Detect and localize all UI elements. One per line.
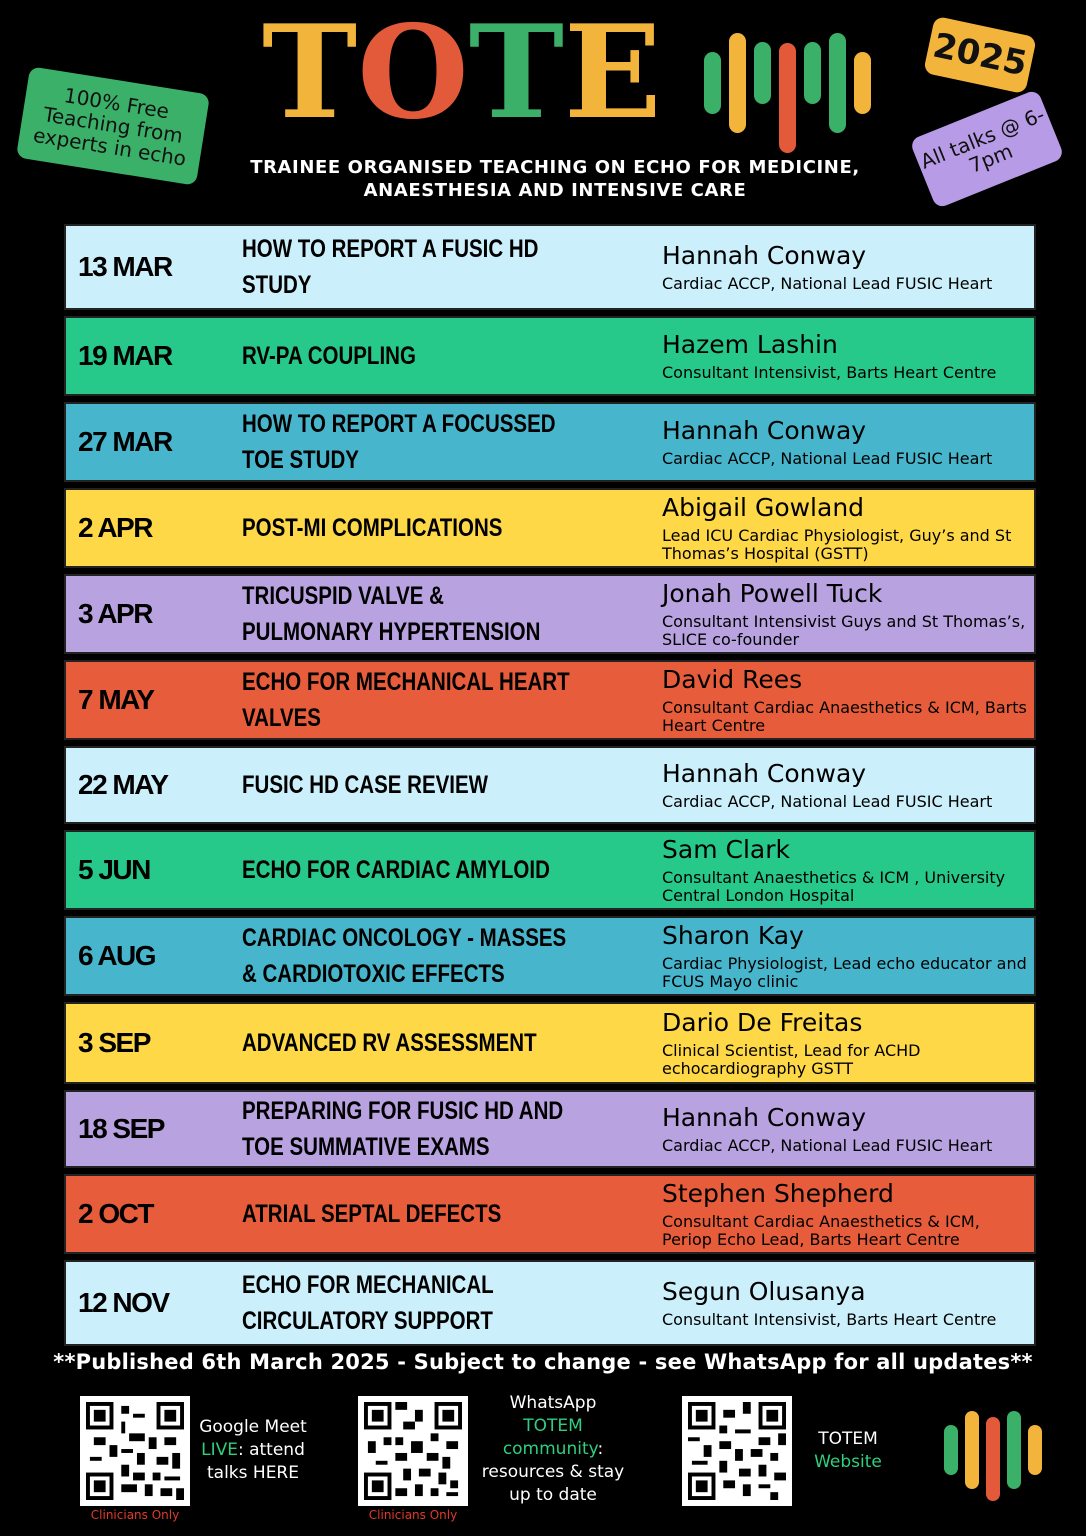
session-topic: CARDIAC ONCOLOGY - MASSES & CARDIOTOXIC EFFECTS [242, 924, 567, 988]
session-topic: ECHO FOR CARDIAC AMYLOID [242, 856, 550, 884]
session-row [64, 746, 1036, 824]
session-topic: ATRIAL SEPTAL DEFECTS [242, 1200, 502, 1228]
session-speaker [662, 1176, 1032, 1252]
subtitle-line-1: TRAINEE ORGANISED TEACHING ON ECHO FOR MEDICINE, [250, 157, 860, 178]
session-speaker [662, 490, 1032, 566]
tote-logo-title [262, 0, 662, 148]
session-topic: HOW TO REPORT A FOCUSSED TOE STUDY [242, 410, 556, 474]
free-teaching-text: 100% Free Teaching from experts in echo [31, 83, 188, 171]
session-row [64, 1090, 1036, 1168]
session-topic: HOW TO REPORT A FUSIC HD STUDY [242, 235, 539, 299]
footer-logo-bars-icon [944, 1402, 1042, 1498]
session-topic: POST-MI COMPLICATIONS [242, 514, 503, 542]
speaker-role: Consultant Intensivist, Barts Heart Centre [662, 363, 997, 382]
session-row [64, 402, 1036, 482]
session-speaker [662, 832, 1032, 908]
session-date: 6 AUG [78, 940, 156, 971]
speaker-role: Consultant Intensivist Guys and St Thomas’s, SLICE co-founder [662, 612, 1026, 649]
logo-bars-icon [704, 18, 871, 148]
session-row [64, 316, 1036, 396]
year-text: 2025 [929, 25, 1031, 85]
clinicians-only-note: Clinicians Only [90, 1508, 180, 1522]
year-sticker [923, 16, 1037, 94]
session-date: 2 APR [78, 512, 152, 543]
session-row [64, 660, 1036, 740]
speaker-role: Lead ICU Cardiac Physiologist, Guy’s and St Thomas’s Hospital (GSTT) [662, 526, 1012, 563]
session-date: 12 NOV [78, 1287, 169, 1318]
speaker-name: Hazem Lashin [662, 330, 838, 359]
totem-website-text: TOTEM Website [814, 1429, 882, 1472]
time-text: All talks @ 6-7pm [917, 102, 1048, 178]
clinicians-only-note: Clinicians Only [368, 1508, 458, 1522]
speaker-role: Cardiac ACCP, National Lead FUSIC Heart [662, 274, 993, 293]
speaker-name: Hannah Conway [662, 241, 867, 270]
session-speaker [662, 226, 1032, 308]
session-row [64, 488, 1036, 568]
speaker-name: Stephen Shepherd [662, 1179, 894, 1208]
session-date: 2 OCT [78, 1198, 153, 1229]
session-speaker [662, 404, 1032, 480]
whatsapp-qr-code[interactable] [358, 1396, 468, 1506]
time-sticker [909, 89, 1065, 209]
session-date: 3 APR [78, 598, 152, 629]
session-row [64, 1260, 1036, 1346]
session-row [64, 224, 1036, 310]
speaker-role: Cardiac ACCP, National Lead FUSIC Heart [662, 1136, 993, 1155]
speaker-name: David Rees [662, 665, 803, 694]
logo-letter-t1: T [262, 0, 358, 148]
session-speaker [662, 576, 1032, 652]
qr-icon [86, 1402, 184, 1500]
speaker-name: Hannah Conway [662, 416, 867, 445]
session-date: 13 MAR [78, 251, 172, 282]
session-topic: TRICUSPID VALVE & PULMONARY HYPERTENSION [242, 582, 541, 646]
session-speaker [662, 1262, 1032, 1344]
session-date: 19 MAR [78, 340, 172, 371]
session-date: 3 SEP [78, 1027, 150, 1058]
logo-letter-o: O [357, 0, 469, 148]
session-speaker [662, 1092, 1032, 1166]
session-row [64, 916, 1036, 996]
speaker-role: Consultant Anaesthetics & ICM , University Central London Hospital [662, 868, 1006, 905]
logo-letter-t2: T [468, 0, 564, 148]
speaker-name: Sam Clark [662, 835, 790, 864]
speaker-role: Cardiac Physiologist, Lead echo educator and FCUS Mayo clinic [662, 954, 1027, 991]
speaker-role: Consultant Intensivist, Barts Heart Centre [662, 1310, 997, 1329]
session-row [64, 574, 1036, 654]
subtitle-line-2: ANAESTHESIA AND INTENSIVE CARE [363, 180, 747, 201]
session-row [64, 1174, 1036, 1254]
session-date: 27 MAR [78, 426, 172, 457]
speaker-name: Abigail Gowland [662, 493, 865, 522]
session-speaker [662, 918, 1032, 994]
session-speaker [662, 748, 1032, 822]
speaker-role: Clinical Scientist, Lead for ACHD echocardiography GSTT [662, 1041, 921, 1078]
disclaimer: **Published 6th March 2025 - Subject to change - see WhatsApp for all updates** [53, 1350, 1033, 1374]
speaker-role: Cardiac ACCP, National Lead FUSIC Heart [662, 449, 993, 468]
session-date: 22 MAY [78, 769, 168, 800]
google-meet-qr-code[interactable] [80, 1396, 190, 1506]
session-date: 5 JUN [78, 854, 150, 885]
session-topic: ECHO FOR MECHANICAL CIRCULATORY SUPPORT [242, 1271, 494, 1335]
speaker-role: Consultant Cardiac Anaesthetics & ICM, Periop Echo Lead, Barts Heart Centre [662, 1212, 980, 1249]
speaker-name: Hannah Conway [662, 759, 867, 788]
session-speaker [662, 662, 1032, 738]
session-speaker [662, 318, 1032, 394]
speaker-name: Sharon Kay [662, 921, 804, 950]
speaker-name: Segun Olusanya [662, 1277, 866, 1306]
session-topic: ADVANCED RV ASSESSMENT [242, 1029, 537, 1057]
speaker-role: Cardiac ACCP, National Lead FUSIC Heart [662, 792, 993, 811]
schedule-table [64, 224, 1036, 1352]
google-meet-text: Google Meet LIVE: attend talks HERE [199, 1417, 307, 1483]
speaker-role: Consultant Cardiac Anaesthetics & ICM, Barts Heart Centre [662, 698, 1027, 735]
qr-icon [688, 1402, 786, 1500]
session-row [64, 830, 1036, 910]
session-topic: FUSIC HD CASE REVIEW [242, 771, 489, 799]
session-date: 7 MAY [78, 684, 154, 715]
qr-icon [364, 1402, 462, 1500]
session-topic: PREPARING FOR FUSIC HD AND TOE SUMMATIVE EXAMS [242, 1097, 564, 1161]
session-date: 18 SEP [78, 1113, 164, 1144]
speaker-name: Dario De Freitas [662, 1008, 863, 1037]
whatsapp-text: WhatsApp TOTEM community: resources & stay up to date [481, 1393, 625, 1505]
session-topic: RV-PA COUPLING [242, 342, 416, 370]
subtitle [210, 156, 900, 202]
session-speaker [662, 1004, 1032, 1082]
totem-website-qr-code[interactable] [682, 1396, 792, 1506]
session-row [64, 1002, 1036, 1084]
session-topic: ECHO FOR MECHANICAL HEART VALVES [242, 668, 570, 732]
speaker-name: Hannah Conway [662, 1103, 867, 1132]
logo-letter-e: E [564, 0, 662, 148]
free-teaching-sticker [16, 66, 210, 185]
speaker-name: Jonah Powell Tuck [662, 579, 883, 608]
